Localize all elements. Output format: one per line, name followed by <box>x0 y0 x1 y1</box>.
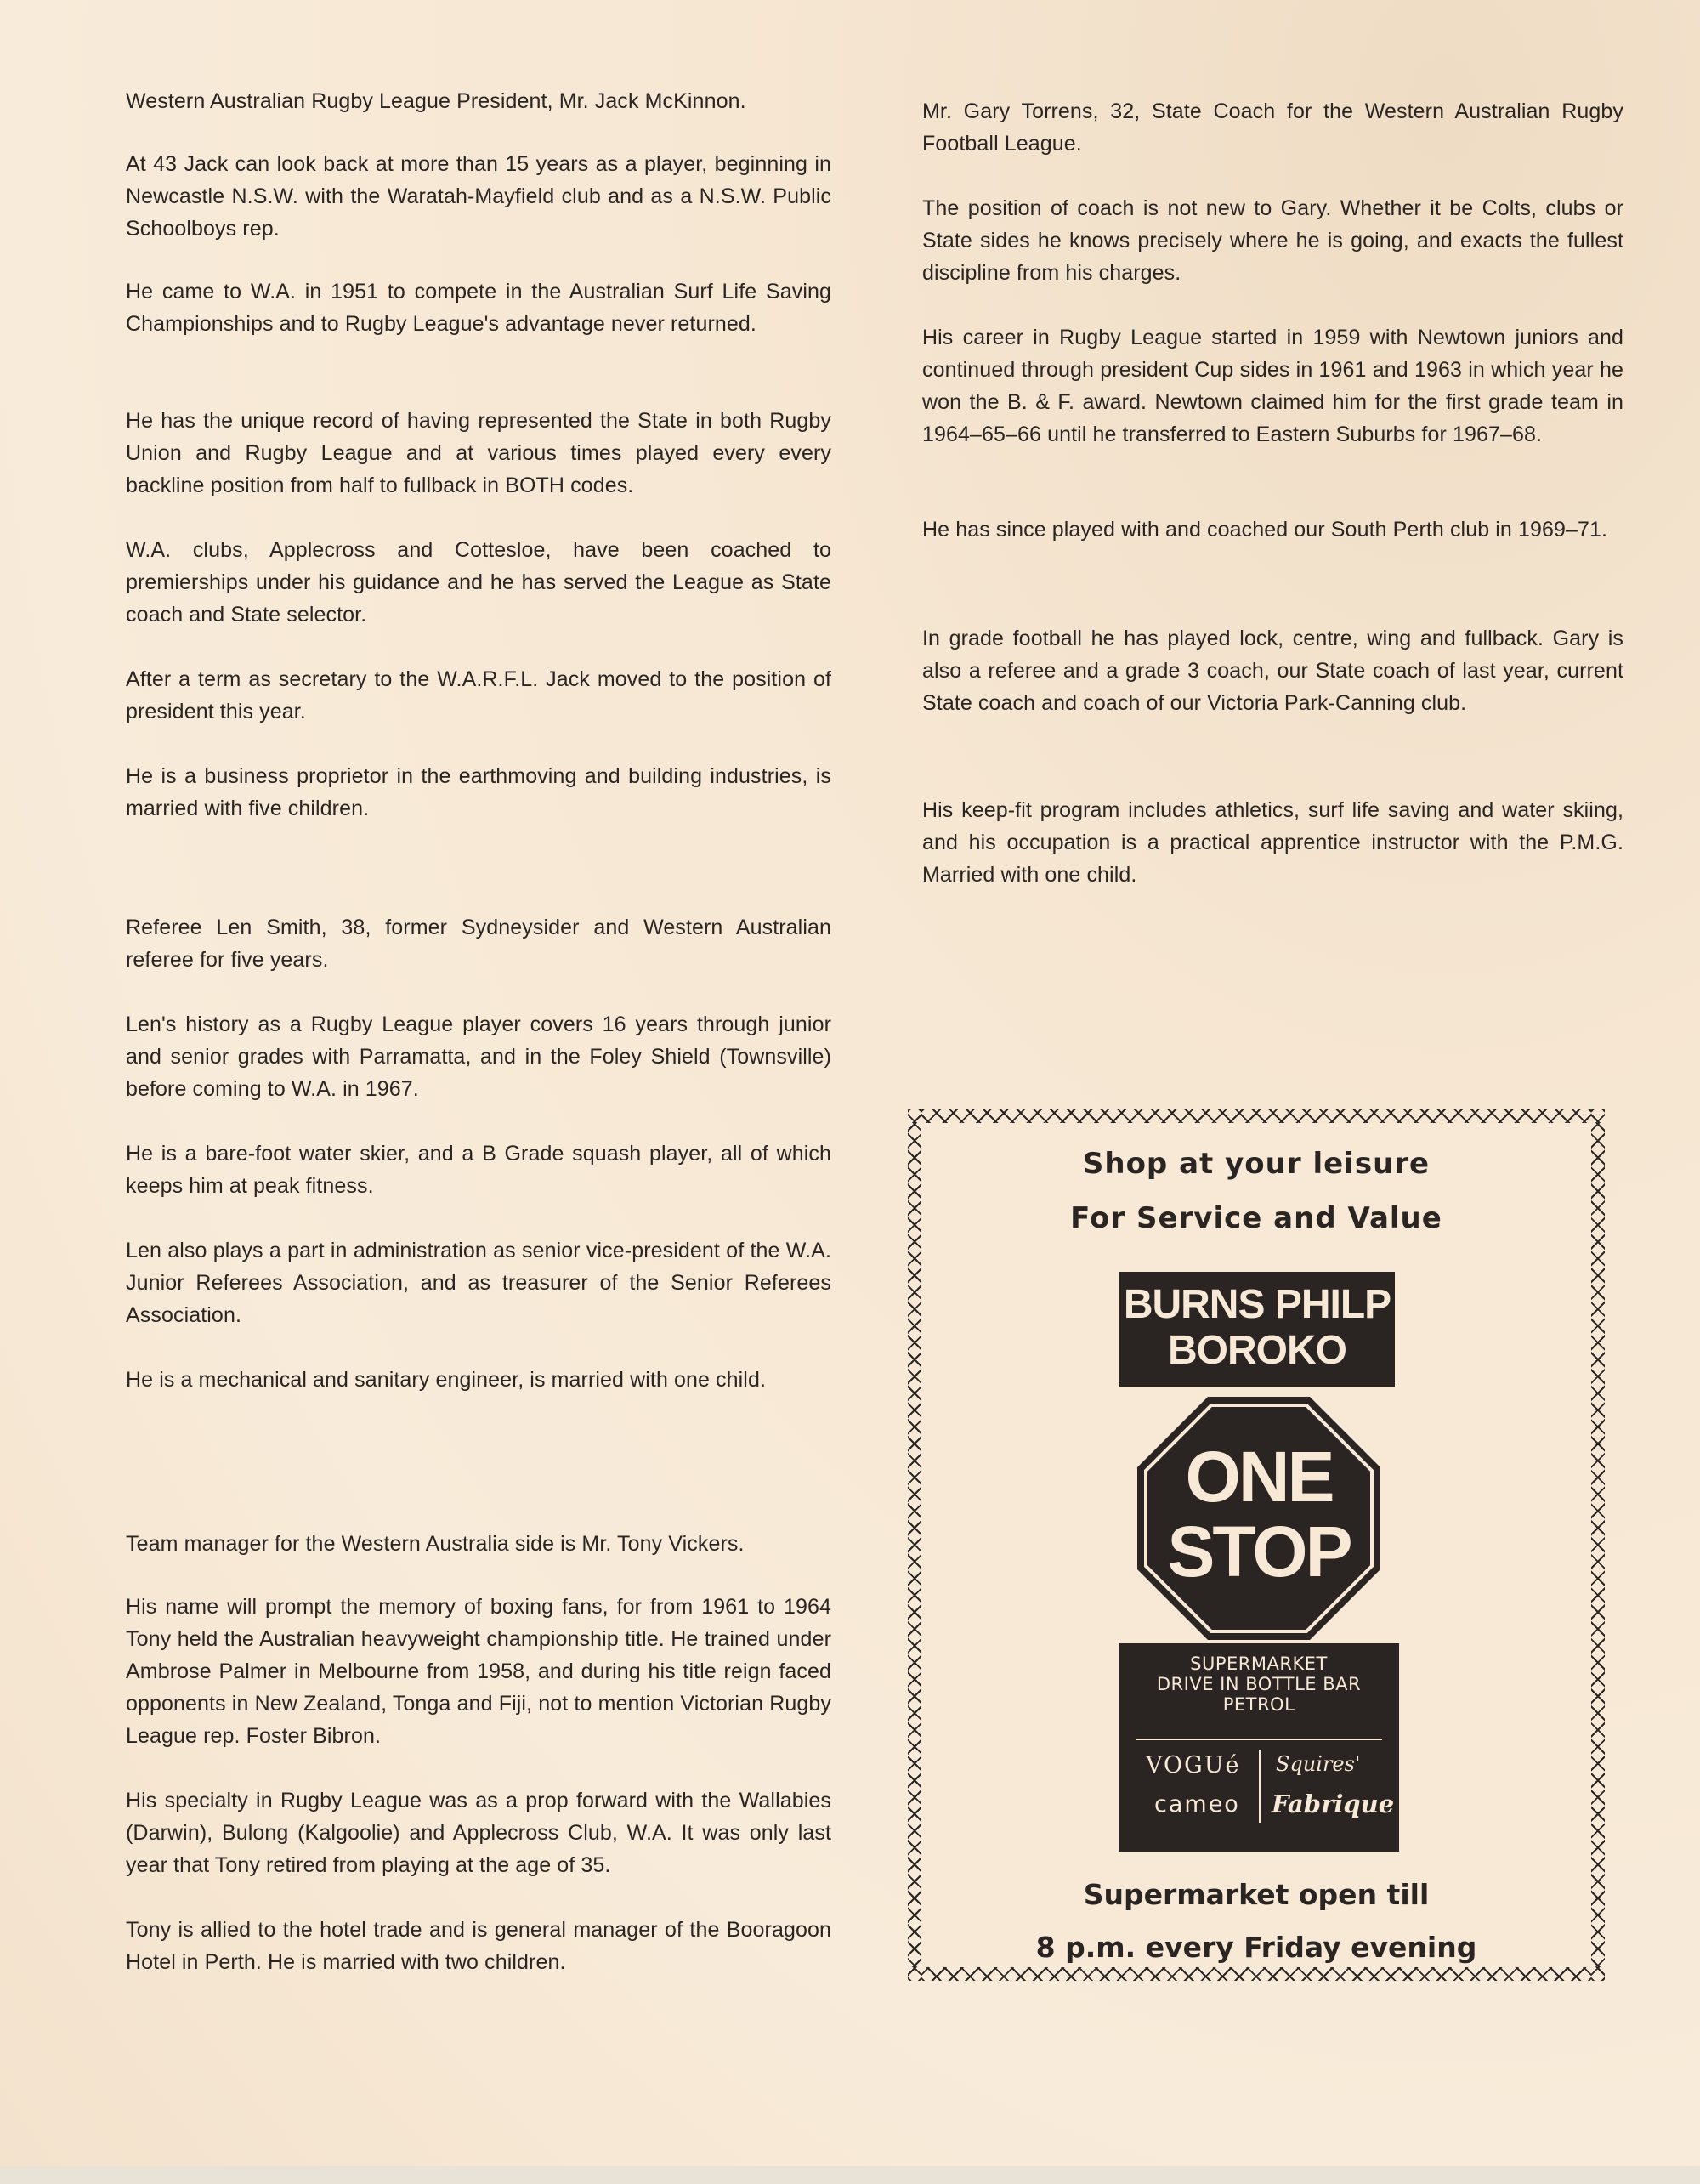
mckinnon-record <box>126 405 831 502</box>
mckinnon-president <box>126 663 831 728</box>
services-box <box>1119 1643 1399 1852</box>
paragraph: W.A. clubs, Applecross and Cottesloe, have been coached to premierships under his guidance and he has served the League as State coach and State selector. <box>126 538 831 627</box>
smith-history <box>126 1008 831 1105</box>
mckinnon-business <box>126 760 831 825</box>
paragraph: His career in Rugby League started in 1959 with Newtown juniors and continued through president Cup sides in 1961 and 1963 in which year he won the B. & F. award. Newtown claimed him for the first grade team in 1964–65–66 until he transferred to Eastern Suburbs for 1967–68. <box>922 326 1624 446</box>
brand-name: BURNS PHILP <box>1123 1282 1391 1327</box>
vickers-boxing <box>126 1591 831 1752</box>
paragraph: He came to W.A. in 1951 to compete in the Australian Surf Life Saving Championships and to Rugby League's advantage never returned. <box>126 280 831 336</box>
torrens-fitness <box>922 794 1624 891</box>
paragraph: His name will prompt the memory of boxing fans, for from 1961 to 1964 Tony held the Australian heavyweight championship title. He trained under Ambrose Palmer in Melbourne from 1958, and during his title reign faced opponents in New Zealand, Tonga and Fiji, not to mention Victorian Rugby League rep. Foster Bibron. <box>126 1595 831 1748</box>
mckinnon-career <box>126 148 831 245</box>
smith-admin <box>126 1234 831 1331</box>
squires-logo: Squires' <box>1276 1752 1361 1776</box>
paragraph: In grade football he has played lock, centre, wing and fullback. Gary is also a referee and a grade 3 coach, our State coach of last year, current State coach and coach of our Victoria Park-Canning club. <box>922 627 1624 715</box>
logo-divider <box>1259 1750 1261 1823</box>
smith-intro <box>126 911 831 976</box>
brand-location: BOROKO <box>1168 1328 1346 1373</box>
ad-footer-friday: 8 p.m. every Friday evening <box>1035 1931 1477 1964</box>
paragraph: He is a business proprietor in the earthmoving and building industries, is married with five children. <box>126 764 831 820</box>
mckinnon-clubs <box>126 534 831 631</box>
vogue-logo: VOGUé <box>1146 1752 1241 1778</box>
torrens-south-perth <box>922 513 1624 546</box>
ad-headline-service: For Service and Value <box>1070 1201 1442 1235</box>
mckinnon-surf <box>126 275 831 340</box>
paragraph: Referee Len Smith, 38, former Sydneysider and Western Australian referee for five years. <box>126 916 831 972</box>
torrens-coach <box>922 192 1624 289</box>
mckinnon-intro <box>126 85 831 117</box>
paragraph: Tony is allied to the hotel trade and is general manager of the Booragoon Hotel in Perth. He is married with two children. <box>126 1918 831 1974</box>
brand-box <box>1119 1272 1395 1387</box>
torrens-intro <box>922 95 1624 160</box>
service-petrol: PETROL <box>1222 1694 1295 1715</box>
paragraph: His keep-fit program includes athletics, surf life saving and water skiing, and his occupation is a practical apprentice instructor with the P.M.G. Married with one child. <box>922 798 1624 887</box>
sign-word-stop: STOP <box>1167 1512 1351 1591</box>
paragraph: Len's history as a Rugby League player covers 16 years through junior and senior grades with Parramatta, and in the Foley Shield (Townsville) before coming to W.A. in 1967. <box>126 1013 831 1101</box>
page-bottom-edge <box>0 2166 1700 2184</box>
vickers-specialty <box>126 1784 831 1881</box>
smith-engineer <box>126 1364 831 1396</box>
paragraph: He has the unique record of having represented the State in both Rugby Union and Rugby League and at various times played every every backline position from half to fullback in BOTH codes. <box>126 409 831 497</box>
paragraph: Mr. Gary Torrens, 32, State Coach for the Western Australian Rugby Football League. <box>922 99 1624 156</box>
paragraph: His specialty in Rugby League was as a prop forward with the Wallabies (Darwin), Bulong (Kalgoolie) and Applecross Club, W.A. It was only last year that Tony retired from playing at the age of 35. <box>126 1789 831 1877</box>
service-supermarket: SUPERMARKET <box>1190 1654 1328 1674</box>
cameo-logo: cameo <box>1154 1791 1240 1818</box>
paragraph: After a term as secretary to the W.A.R.F.L. Jack moved to the position of president this year. <box>126 667 831 723</box>
brand-logos <box>1136 1739 1395 1842</box>
paragraph: He is a bare-foot water skier, and a B Grade squash player, all of which keeps him at peak fitness. <box>126 1142 831 1198</box>
smith-fitness <box>126 1137 831 1202</box>
paragraph: Len also plays a part in administration as senior vice-president of the W.A. Junior Referees Association, and as treasurer of the Senior Referees Association. <box>126 1239 831 1327</box>
fabrique-logo: Fabrique <box>1272 1790 1395 1818</box>
torrens-grade <box>922 622 1624 719</box>
torrens-career <box>922 321 1624 451</box>
advertisement-panel <box>921 1123 1591 1967</box>
services-list <box>1119 1654 1399 1715</box>
paragraph: At 43 Jack can look back at more than 15 years as a player, beginning in Newcastle N.S.W. with the Waratah-Mayfield club and as a N.S.W. Public Schoolboys rep. <box>126 152 831 241</box>
service-bottle-bar: DRIVE IN BOTTLE BAR <box>1156 1674 1362 1694</box>
vickers-hotel <box>126 1914 831 1978</box>
ad-footer-hours: Supermarket open till <box>1083 1878 1430 1911</box>
paragraph: The position of coach is not new to Gary. Whether it be Colts, clubs or State sides he knows precisely where he is going, and exacts the fullest discipline from his charges. <box>922 196 1624 285</box>
ad-headline-leisure: Shop at your leisure <box>1082 1147 1431 1181</box>
paragraph: He is a mechanical and sanitary engineer, is married with one child. <box>126 1368 767 1392</box>
paragraph: Western Australian Rugby League President, Mr. Jack McKinnon. <box>126 89 746 113</box>
paragraph: He has since played with and coached our South Perth club in 1969–71. <box>922 518 1608 542</box>
one-stop-sign <box>1136 1439 1382 1589</box>
vickers-intro <box>126 1528 831 1560</box>
paragraph: Team manager for the Western Australia side is Mr. Tony Vickers. <box>126 1532 745 1556</box>
sign-word-one: ONE <box>1185 1437 1333 1517</box>
advertisement <box>908 1109 1605 1981</box>
